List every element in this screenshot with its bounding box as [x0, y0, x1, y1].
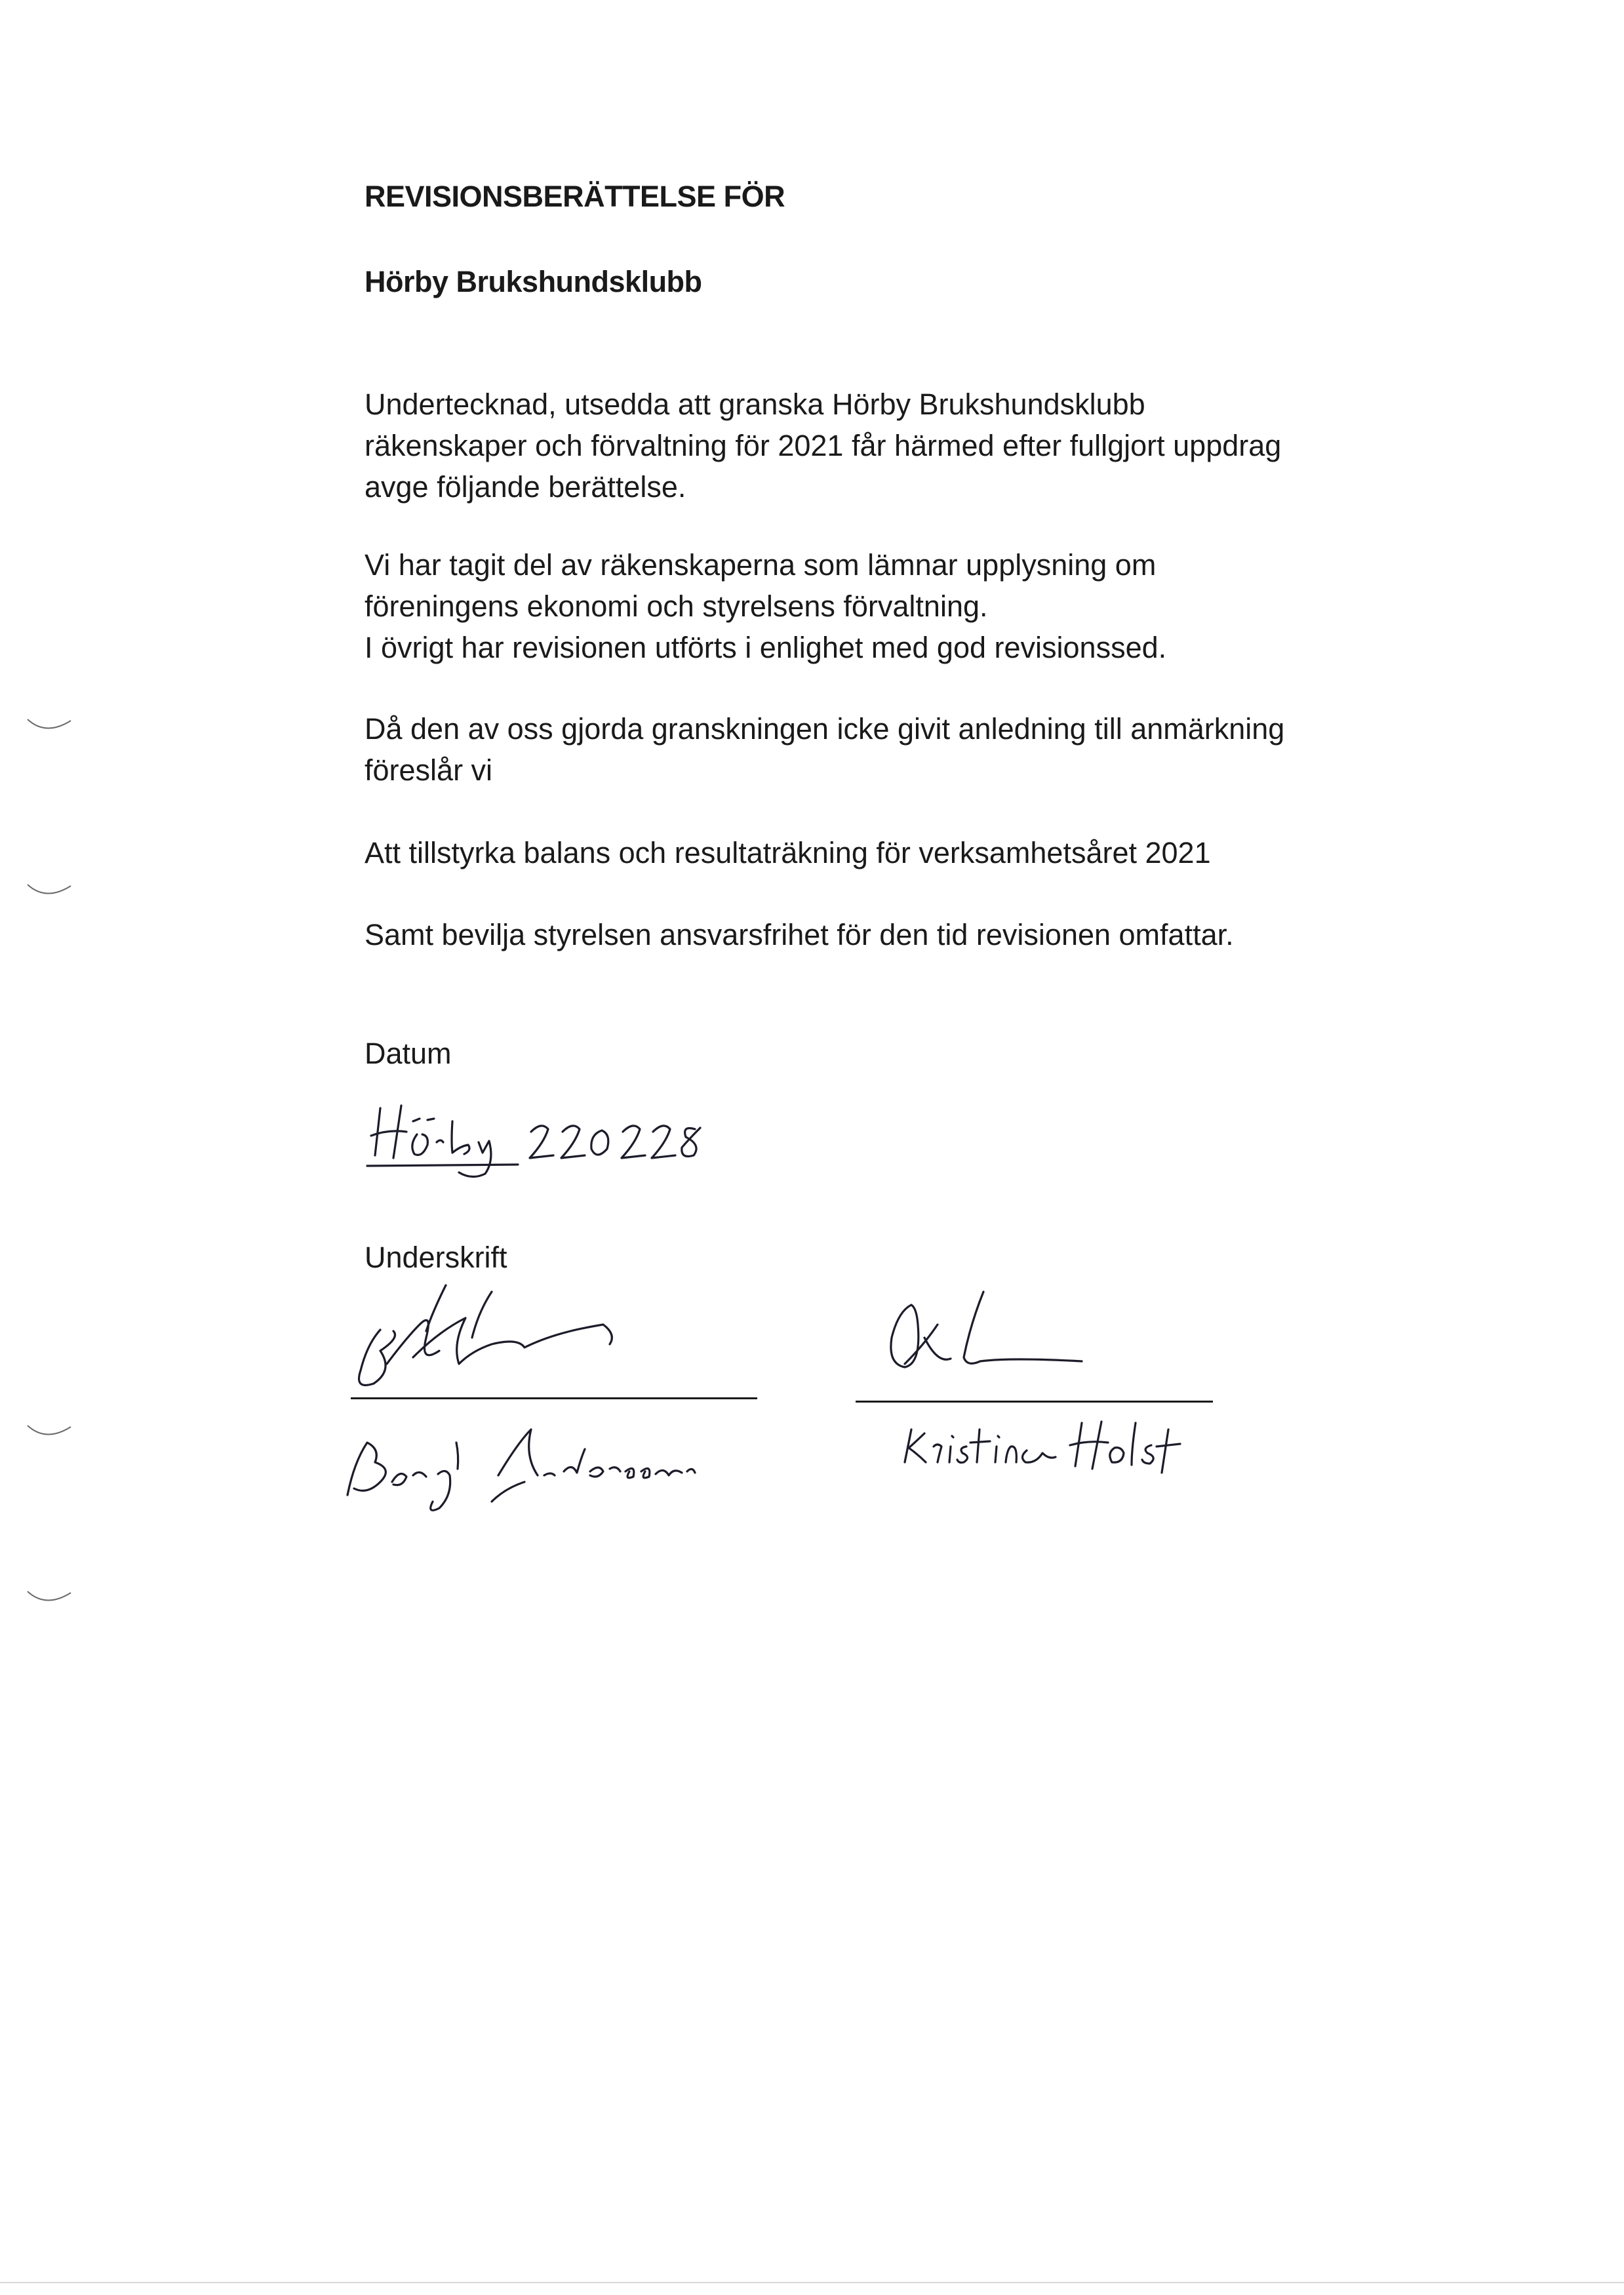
binder-hole-mark	[26, 882, 72, 900]
paragraph-intro: Undertecknad, utsedda att granska Hörby Brukshundsklubb räkenskaper och förvaltning för 2021 får härmed efter fullgjort uppdrag avge följande berättelse.	[365, 388, 1282, 504]
signature-line-1	[351, 1397, 757, 1399]
binder-hole-mark	[26, 1589, 72, 1607]
paragraph-approve-accounts: Att tillstyrka balans och resultaträkning för verksamhetsåret 2021	[365, 836, 1211, 869]
document-title: REVISIONSBERÄTTELSE FÖR	[365, 180, 785, 213]
signature-bengt-andersson	[328, 1272, 695, 1403]
scan-edge-line	[0, 2282, 1624, 2283]
paragraph-discharge: Samt bevilja styrelsen ansvarsfrihet för den tid revisionen omfattar.	[365, 918, 1234, 951]
handwritten-date	[354, 1082, 721, 1187]
binder-hole-mark	[26, 717, 72, 735]
binder-hole-mark	[26, 1423, 72, 1441]
signature-kristina-holst	[865, 1285, 1115, 1390]
handwritten-name-kristina-holst	[898, 1410, 1206, 1482]
handwritten-name-bengt-andersson	[328, 1403, 734, 1528]
date-label: Datum	[365, 1037, 452, 1070]
paragraph-proposal: Då den av oss gjorda granskningen icke givit anledning till anmärkning föreslår vi	[365, 712, 1285, 787]
paragraph-review: Vi har tagit del av räkenskaperna som lämnar upplysning om föreningens ekonomi och styrelsens förvaltning. I övrigt har revisionen utförts i enlighet med god revisionssed.	[365, 548, 1167, 664]
organization-name: Hörby Brukshundsklubb	[365, 265, 702, 298]
signature-label: Underskrift	[365, 1241, 507, 1274]
signature-line-2	[856, 1401, 1213, 1403]
